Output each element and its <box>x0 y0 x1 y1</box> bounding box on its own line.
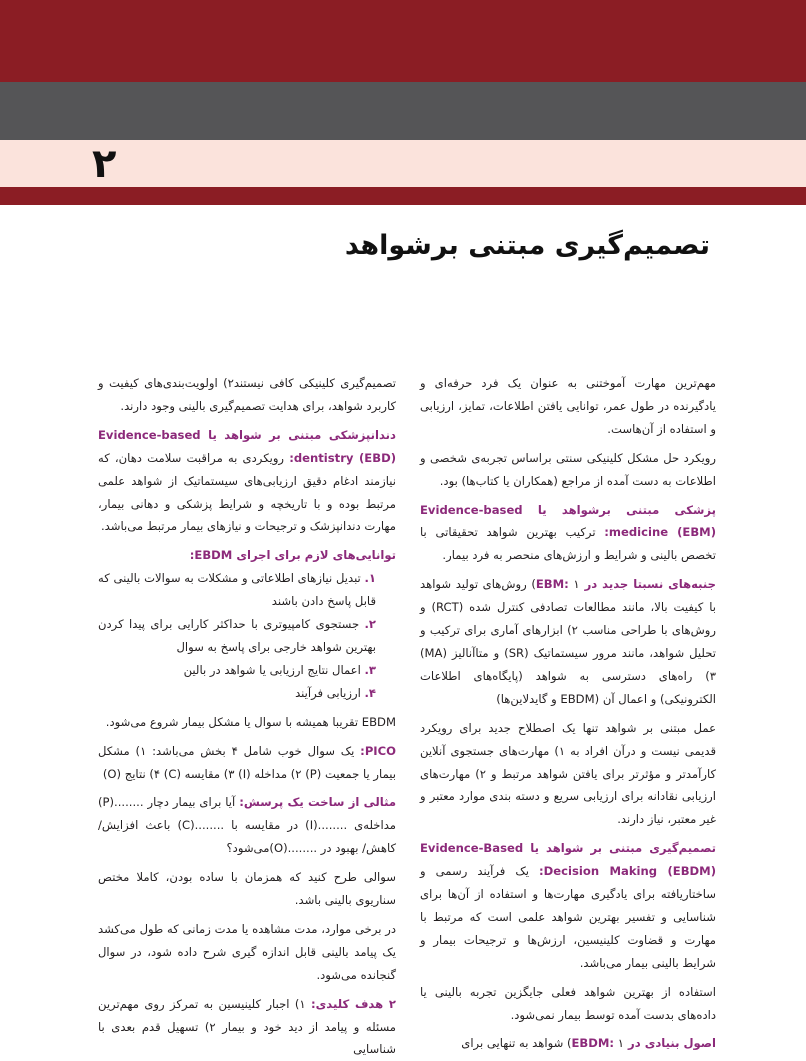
header-gray-band <box>0 82 806 140</box>
definition-principles <box>420 1032 716 1055</box>
term-heading: تصمیم‌گیری مبتنی بر شواهد یا Evidence-Based Decision Making (EBDM): <box>420 841 716 879</box>
term-text: رویکردی به مراقبت سلامت دهان، که نیازمند ادغام دقیق ارزیابی‌های سیستماتیک از شواهد علمی مرتبط بوده و با تاریخچه و شرایط پزشکی و دهانی بیمار، مهارت دندانپزشک و ترجیحات و نیازهای بیمار مرتبط می‌باشد. <box>98 450 396 534</box>
term-heading: دندانپزشکی مبتنی بر شواهد یا Evidence-based dentistry (EBD): <box>98 427 396 465</box>
definition-ebd <box>98 424 396 539</box>
definition-ebm <box>420 499 716 568</box>
term-text: ۱) روش‌های تولید شواهد با کیفیت بالا، مانند مطالعات تصادفی کنترل شده (RCT) و روش‌های با طراحی مناسب ۲) ابزارهای آماری برای ترکیب و تحلیل شواهد، مانند مرور سیستماتیک (SR) و متاآنالیز (MA) ۳) راه‌های دسترسی به شواهد (پایگاه‌های اطلاعات الکترونیکی) و اعمال آن (EBDM و گایدلاین‌ها) <box>420 577 716 706</box>
section-heading: توانایی‌های لازم برای اجرای EBDM: <box>189 548 396 563</box>
text-column-right <box>420 372 717 1051</box>
list-item: ۱. تبدیل نیازهای اطلاعاتی و مشکلات به سوالات بالینی که قابل پاسخ دادن باشند <box>98 571 376 609</box>
term-heading: مثالی از ساخت یک پرسش: <box>239 795 396 810</box>
page-title: تصمیم‌گیری مبتنی برشواهد <box>344 230 710 261</box>
term-text: ۱) شواهد به تنهایی برای <box>461 1036 624 1051</box>
definition-ebdm <box>420 837 716 974</box>
term-text: ترکیب بهترین شواهد تحقیقاتی با تخصص بالینی و شرایط و ارزش‌های منحصر به فرد بیمار. <box>420 525 716 563</box>
term-heading: اصول بنیادی در EBDM: <box>571 1036 716 1051</box>
list-item: ۲. جستجوی کامپیوتری با حداکثر کارایی برای پیدا کردن بهترین شواهد خارجی برای پاسخ به سوال <box>98 617 376 654</box>
term-heading: PICO: <box>360 743 396 758</box>
skills-list <box>98 567 396 704</box>
definition-example <box>98 791 396 860</box>
paragraph: تصمیم‌گیری کلینیکی کافی نیستند۲) اولویت‌بندی‌های کیفیت و کاربرد شواهد، برای هدایت تصمیم‌گیری بالینی وجود دارند. <box>98 376 396 413</box>
header-bottom-band <box>0 187 806 205</box>
list-item: ۴. ارزیابی فرآیند <box>295 685 376 700</box>
chapter-number: ۲ <box>92 141 117 187</box>
term-text: یک فرآیند رسمی و ساختاریافته برای یادگیری مهارت‌ها و استفاده از آن‌ها برای شناسایی و تفسیر بهترین شواهد علمی است که مرتبط با مهارت و قضاوت کلینیسین، ارزش‌ها و ترجیحات بیمار و شرایط بالینی بیمار می‌باشد. <box>420 864 716 970</box>
paragraph: مهم‌ترین مهارت آموختنی به عنوان یک فرد حرفه‌ای و یادگیرنده در طول عمر، توانایی یافتن اطلاعات، تمایز، ارزیابی و استفاده از آن‌هاست. <box>420 376 716 436</box>
term-text: یک سوال خوب شامل ۴ بخش می‌باشد: ۱) مشکل بیمار یا جمعیت (P) ۲) مداخله (I) ۳) مقایسه (C) ۴) نتایج (O) <box>98 743 396 781</box>
term-heading: ۲ هدف کلیدی: <box>311 996 396 1011</box>
term-text: آیا برای بیمار دچار ........(P) مداخله‌ی ........(I) در مقایسه با ........(C) باعث افزایش/کاهش/ بهبود در ........(O)می‌شود؟ <box>98 795 396 856</box>
definition-pico <box>98 740 396 786</box>
term-heading: جنبه‌های نسبتا جدید در EBM: <box>535 577 717 592</box>
header-top-band <box>0 0 806 82</box>
paragraph: در برخی موارد، مدت مشاهده یا مدت زمانی که طول می‌کشد یک پیامد بالینی قابل اندازه گیری شرح داده شود، در سوال گنجانده می‌شود. <box>98 921 396 982</box>
paragraph: EBDM تقریبا همیشه با سوال یا مشکل بیمار شروع می‌شود. <box>105 714 396 729</box>
term-text: ۱) اجبار کلینیسین به تمرکز روی مهم‌ترین مسئله و پیامد از دید خود و بیمار ۲) تسهیل قدم بعدی با شناسایی <box>98 996 396 1057</box>
paragraph: استفاده از بهترین شواهد فعلی جایگزین تجربه بالینی یا داده‌های بدست آمده توسط بیمار نمی‌شود. <box>420 984 716 1022</box>
paragraph: سوالی طرح کنید که همزمان با ساده بودن، کاملا مختص سناریوی بالینی باشد. <box>98 870 396 908</box>
paragraph: عمل مبتنی بر شواهد تنها یک اصطلاح جدید برای رویکرد قدیمی نیست و درآن افراد به ۱) مهارت‌های جستجوی آنلاین کارآمدتر و مؤثرتر برای یافتن شواهد مرتبط و ۲) مهارت‌های ارزیابی نقادانه برای ارزیابی سریع و دسته بندی موارد معتبر و غیر معتبر، نیاز دارند. <box>420 720 717 827</box>
definition-new-aspects <box>420 573 716 710</box>
term-heading: پزشکی مبتنی برشواهد یا Evidence-based medicine (EBM): <box>420 502 717 540</box>
list-item: ۳. اعمال نتایج ارزیابی یا شواهد در بالین <box>183 662 376 677</box>
paragraph: رویکرد حل مشکل کلینیکی سنتی براساس تجربه‌ی شخصی و اطلاعات به دست آمده از مراجع (همکاران یا کتاب‌ها) بود. <box>420 450 716 488</box>
text-column-left <box>98 372 396 1057</box>
definition-goals <box>98 993 396 1061</box>
